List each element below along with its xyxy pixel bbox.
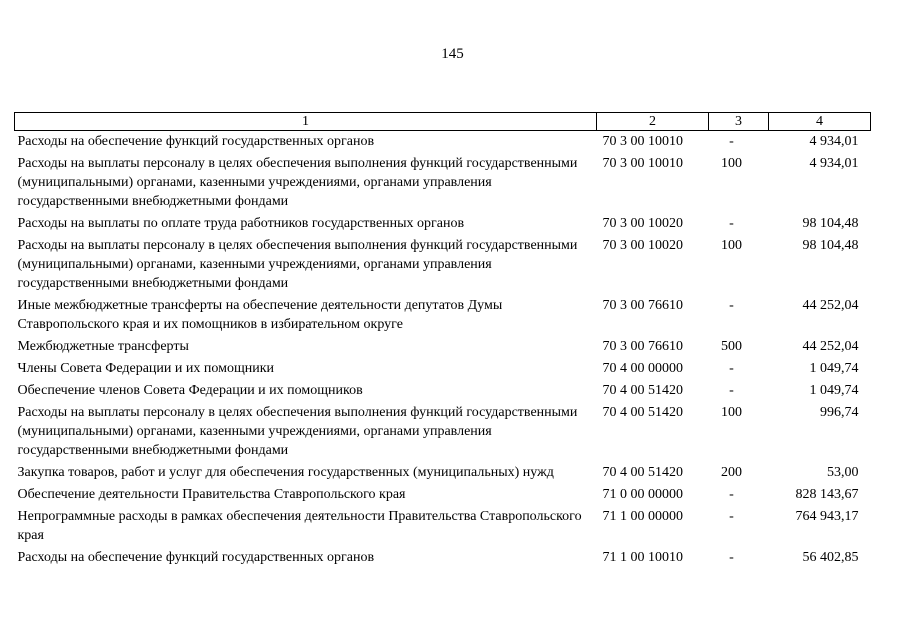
row-name: Непрограммные расходы в рамках обеспечения деятельности Правительства Ставропольского края [17,509,582,543]
row-amount: 4 934,01 [809,134,859,149]
row-code: 71 1 00 00000 [602,509,683,524]
budget-table [14,112,871,567]
row-name: Расходы на выплаты персоналу в целях обеспечения выполнения функций государственными (муниципальными) органами, казенными учреждениями, органами управления государственными внебюджетными фондами [17,405,578,458]
row-code: 70 3 00 10010 [602,134,683,149]
row-name: Расходы на выплаты персоналу в целях обеспечения выполнения функций государственными (муниципальными) органами, казенными учреждениями, органами управления государственными внебюджетными фондами [17,156,578,209]
table-row [15,214,871,236]
row-expense-type: - [729,550,734,565]
row-code: 70 3 00 10020 [602,216,683,231]
row-expense-type: - [729,216,734,231]
table-header-row [15,113,871,131]
row-expense-type: - [729,487,734,502]
row-amount: 1 049,74 [809,361,859,376]
row-name: Иные межбюджетные трансферты на обеспечение деятельности депутатов Думы Ставропольского края и их помощников в избирательном округе [17,298,503,332]
column-header-3: 3 [709,113,769,131]
row-expense-type: - [729,134,734,149]
row-code: 70 4 00 51420 [602,383,683,398]
table-row [15,548,871,567]
column-header-2: 2 [597,113,709,131]
row-name: Межбюджетные трансферты [17,339,189,354]
row-name: Расходы на обеспечение функций государственных органов [17,550,375,565]
row-code: 70 4 00 51420 [602,465,683,480]
row-name: Закупка товаров, работ и услуг для обеспечения государственных (муниципальных) нужд [17,465,554,480]
row-expense-type: 100 [721,238,742,253]
row-expense-type: 500 [721,339,742,354]
row-expense-type: - [729,298,734,313]
row-name: Расходы на выплаты по оплате труда работников государственных органов [17,216,465,231]
row-name: Обеспечение членов Совета Федерации и их помощников [17,383,363,398]
row-amount: 828 143,67 [795,487,859,502]
row-code: 70 3 00 76610 [602,298,683,313]
row-amount: 1 049,74 [809,383,859,398]
row-expense-type: 200 [721,465,742,480]
row-expense-type: - [729,509,734,524]
page-number: 145 [441,46,464,62]
row-name: Обеспечение деятельности Правительства Ставропольского края [17,487,406,502]
row-name: Члены Совета Федерации и их помощники [17,361,275,376]
row-amount: 44 252,04 [802,339,859,354]
row-code: 70 3 00 10010 [602,156,683,171]
row-code: 70 4 00 00000 [602,361,683,376]
row-expense-type: 100 [721,156,742,171]
table-row [15,337,871,359]
table-row [15,381,871,403]
row-amount: 56 402,85 [802,550,859,565]
row-expense-type: - [729,361,734,376]
row-amount: 764 943,17 [795,509,859,524]
column-header-1: 1 [15,113,597,131]
row-code: 70 3 00 10020 [602,238,683,253]
table-row [15,485,871,507]
row-code: 71 0 00 00000 [602,487,683,502]
table-row [15,507,871,548]
row-name: Расходы на выплаты персоналу в целях обеспечения выполнения функций государственными (муниципальными) органами, казенными учреждениями, органами управления государственными внебюджетными фондами [17,238,578,291]
table-row [15,463,871,485]
column-header-4: 4 [769,113,871,131]
table-row [15,403,871,463]
row-expense-type: - [729,383,734,398]
table-row [15,296,871,337]
row-amount: 98 104,48 [802,216,859,231]
table-row [15,359,871,381]
table-row [15,236,871,296]
row-amount: 98 104,48 [802,238,859,253]
row-amount: 53,00 [827,465,859,480]
row-code: 70 3 00 76610 [602,339,683,354]
row-code: 71 1 00 10010 [602,550,683,565]
row-amount: 44 252,04 [802,298,859,313]
row-amount: 996,74 [820,405,859,420]
table-row [15,131,871,155]
row-name: Расходы на обеспечение функций государственных органов [17,134,375,149]
row-amount: 4 934,01 [809,156,859,171]
table-row [15,154,871,214]
row-expense-type: 100 [721,405,742,420]
row-code: 70 4 00 51420 [602,405,683,420]
